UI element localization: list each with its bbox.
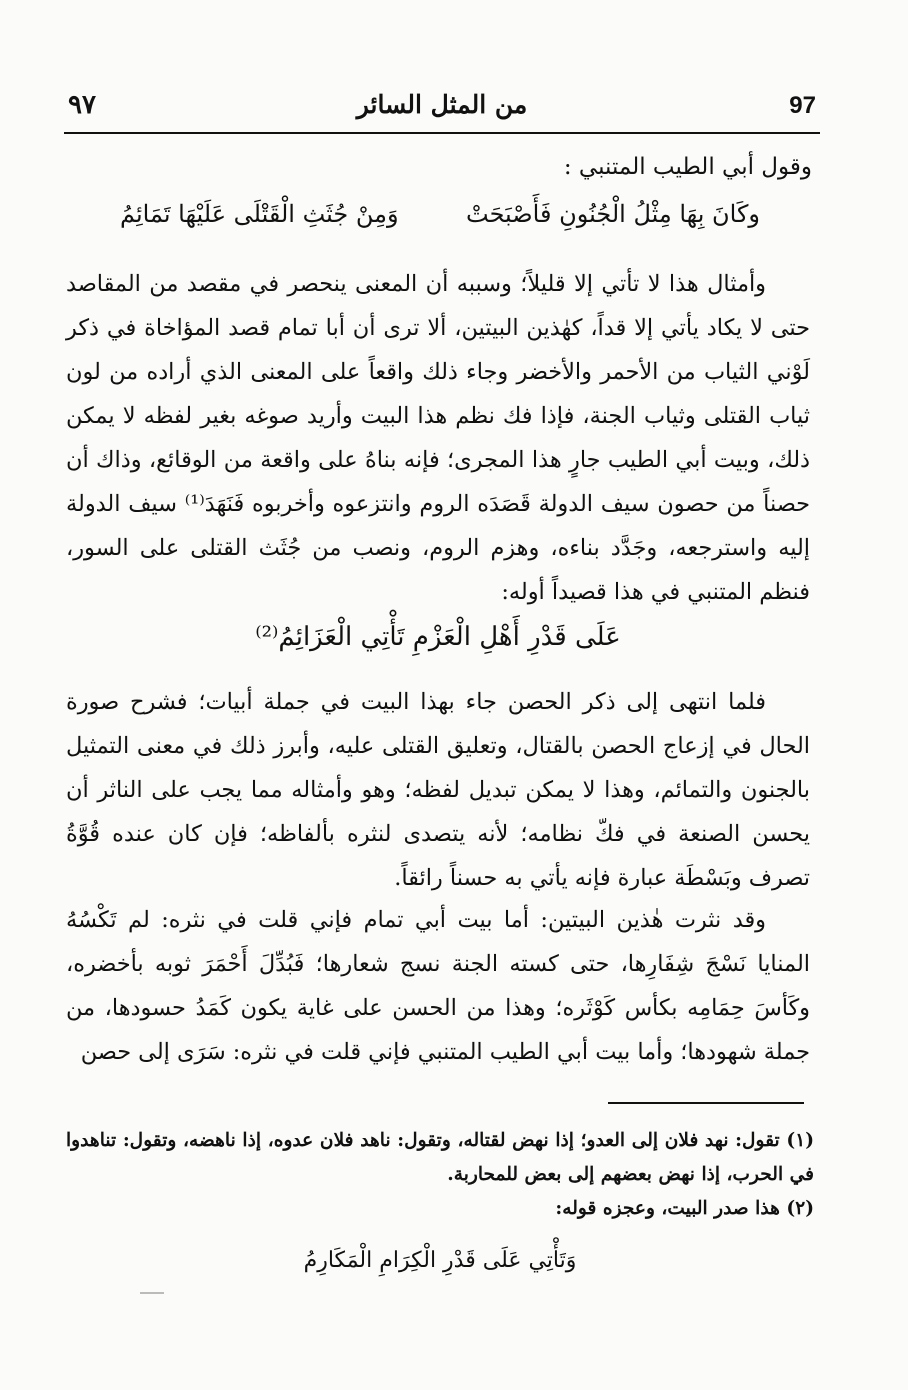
page-number-arabic: ٩٧ xyxy=(68,90,96,120)
paragraph-3 xyxy=(66,898,810,1074)
paragraph-3-text: وقد نثرت هٰذين البيتين: أما بيت أبي تمام فإني قلت في نثره: لم تَكْسُهُ المنايا نَسْجَ شِفَارِها، حتى كسته الجنة نسج شعارها؛ فَبُدِّلَ أَحْمَرَ ثوبه بأخضره، وكَأسَ حِمَامِه بكأس كَوْثَره؛ وهذا من الحسن على غاية يكون كَمَدُ حسودها، من جملة شهودها؛ وأما بيت أبي الطيب المتنبي فإني قلت في نثره: سَرَى إلى حصن xyxy=(66,907,810,1065)
paragraph-1-text: وأمثال هذا لا تأتي إلا قليلاً؛ وسببه أن المعنى ينحصر في مقصد من المقاصد حتى لا يكاد يأتي إلا قداً، كهٰذين البيتين، ألا ترى أن أبا تمام قصد المؤاخاة في ذكر لَوْني الثياب من الأحمر والأخضر وجاء ذلك واقعاً على المعنى الذي أراده من لون ثياب القتلى وثياب الجنة، فإذا فك نظم هذا البيت وأريد صوغه بغير لفظه لا يمكن ذلك، وبيت أبي الطيب جارٍ هذا المجرى؛ فإنه بناهُ على واقعة من الوقائع، وذاك أن حصناً من حصون سيف الدولة قَصَدَه الروم وانتزعوه وأخربوه فَنَهَدَ⁽¹⁾ سيف الدولة إليه واسترجعه، وجَدَّد بناءه، وهزم الروم، ونصب من جُثَث القتلى على السور، فنظم المتنبي في هذا قصيداً أوله: xyxy=(66,271,810,605)
verse-second-hemistich: وَمِنْ جُثَثِ الْقَتْلَى عَلَيْهَا تَمَائِمُ xyxy=(120,200,399,228)
footnote-verse: وَتَأْتِي عَلَى قَدْرِ الْكِرَامِ الْمَكَارِمُ xyxy=(303,1248,577,1273)
verse-single: عَلَى قَدْرِ أَهْلِ الْعَزْمِ تَأْتِي الْعَزَائِمُ⁽²⁾ xyxy=(255,622,621,652)
footnote-2: (٢) هذا صدر البيت، وعجزه قوله: xyxy=(555,1198,814,1219)
footnote-1: (١) تقول: نهد فلان إلى العدو؛ إذا نهض لقتاله، وتقول: ناهد فلان عدوه، إذا ناهضه، وتقول: تناهدوا في الحرب، إذا نهض بعضهم إلى بعض للمحاربة. xyxy=(66,1130,814,1185)
page-number-latin: 97 xyxy=(789,92,816,119)
paragraph-2 xyxy=(66,680,810,900)
paragraph-2-text: فلما انتهى إلى ذكر الحصن جاء بهذا البيت في جملة أبيات؛ فشرح صورة الحال في إزعاج الحصن بالقتال، وتعليق القتلى عليه، وأبرز ذلك في معنى التمثيل بالجنون والتمائم، وهذا لا يمكن تبديل لفظه؛ وهو وأمثاله مما يجب على الناثر أن يحسن الصنعة في فكّ نظامه؛ لأنه يتصدى لنثره بألفاظه؛ فإن كان عنده قُوَّةُ تصرف وبَسْطَة عبارة فإنه يأتي به حسناً رائقاً. xyxy=(66,689,810,891)
paragraph-1 xyxy=(66,262,810,614)
verse-couplet xyxy=(120,200,760,240)
verse-first-hemistich: وكَانَ بِهَا مِثْلُ الْجُنُونِ فَأَصْبَحَتْ xyxy=(466,200,760,228)
running-title: من المثل السائر xyxy=(356,90,528,119)
running-header xyxy=(64,88,820,134)
footnote-separator xyxy=(608,1102,804,1104)
footnotes xyxy=(66,1124,814,1226)
intro-line: وقول أبي الطيب المتنبي : xyxy=(563,154,812,180)
scan-artifact xyxy=(140,1292,164,1294)
